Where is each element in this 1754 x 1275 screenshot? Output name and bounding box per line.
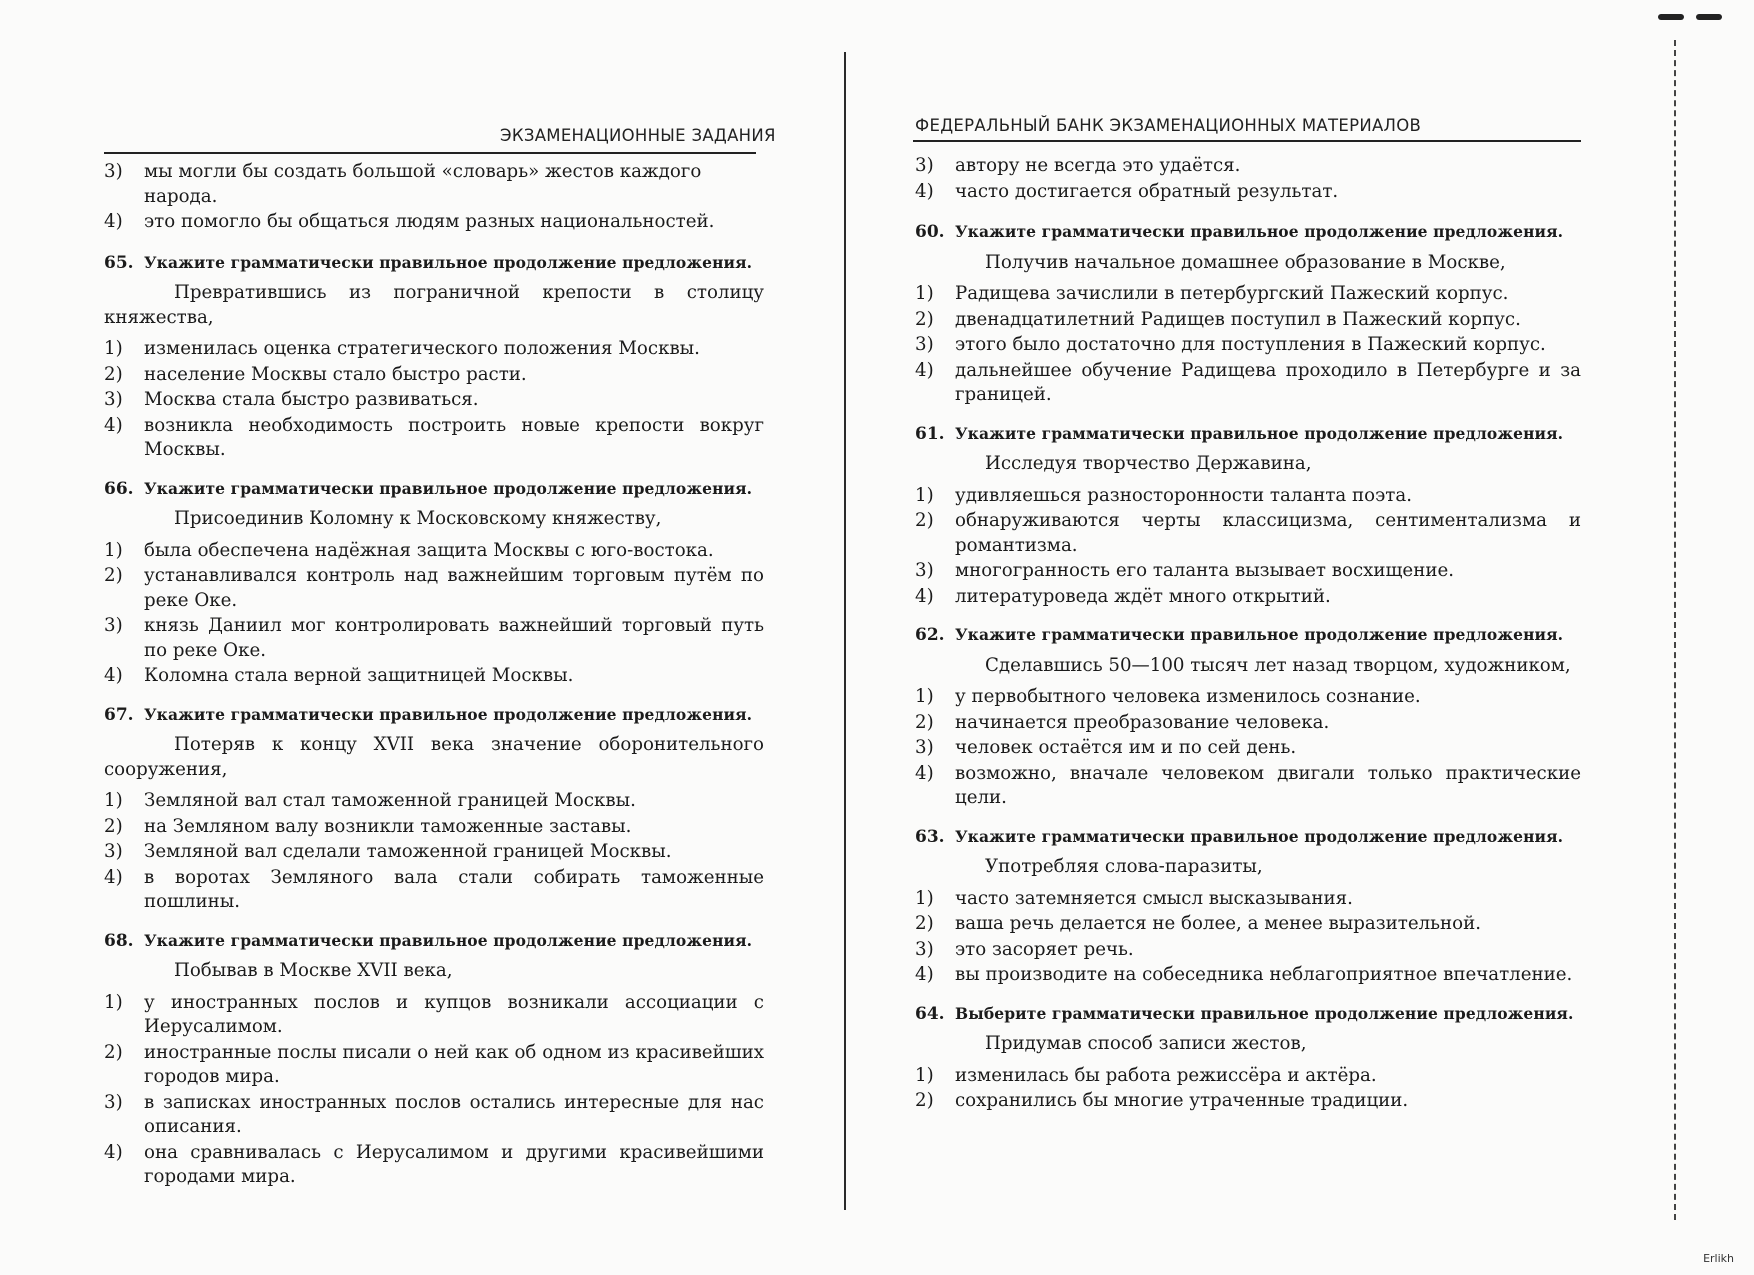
question-block bbox=[915, 623, 1581, 811]
answer-option bbox=[104, 388, 764, 413]
answer-option bbox=[915, 912, 1581, 937]
torn-page-edge bbox=[1660, 40, 1676, 1220]
option-text: этого было достаточно для поступления в Пажеский корпус. bbox=[955, 334, 1546, 355]
option-number: 3) bbox=[915, 334, 934, 355]
question-header bbox=[104, 477, 764, 502]
option-number: 4) bbox=[915, 964, 934, 985]
answer-option bbox=[915, 585, 1581, 610]
option-text: у первобытного человека изменилось сознание. bbox=[955, 686, 1421, 707]
option-number: 1) bbox=[915, 887, 934, 909]
option-text: была обеспечена надёжная защита Москвы с юго-востока. bbox=[144, 539, 714, 561]
answer-option bbox=[104, 210, 764, 235]
option-number: 2) bbox=[915, 510, 934, 531]
answer-option bbox=[104, 363, 764, 388]
answer-option bbox=[104, 991, 764, 1040]
watermark-credit: Erlikh bbox=[1703, 1252, 1734, 1265]
sentence-stem: Получив начальное домашнее образование в Москве, bbox=[985, 251, 1506, 273]
question-instruction: Укажите грамматически правильное продолжение предложения. bbox=[144, 478, 753, 498]
corner-mark bbox=[1696, 14, 1722, 20]
answer-option bbox=[104, 815, 764, 840]
question-instruction: Укажите грамматически правильное продолжение предложения. bbox=[144, 252, 753, 272]
option-number: 4) bbox=[915, 180, 934, 202]
answer-option bbox=[915, 762, 1581, 811]
option-text: Радищева зачислили в петербургский Пажеский корпус. bbox=[955, 283, 1509, 304]
answer-option bbox=[915, 963, 1581, 988]
option-text: вы производите на собеседника неблагоприятное впечатление. bbox=[955, 964, 1573, 985]
answer-option bbox=[915, 359, 1581, 408]
answer-option bbox=[915, 887, 1581, 912]
option-number: 4) bbox=[104, 414, 123, 436]
answer-option bbox=[915, 333, 1581, 358]
option-text: обнаруживаются черты классицизма, сентиментализма и романтизма. bbox=[955, 510, 1581, 556]
answer-option bbox=[104, 414, 764, 463]
option-number: 1) bbox=[104, 539, 123, 561]
answer-option bbox=[104, 160, 764, 209]
question-header bbox=[104, 703, 764, 728]
answer-option bbox=[915, 711, 1581, 736]
question-instruction: Укажите грамматически правильное продолжение предложения. bbox=[955, 625, 1564, 644]
answer-option bbox=[104, 1041, 764, 1090]
answer-option bbox=[104, 664, 764, 689]
answer-option bbox=[104, 564, 764, 613]
option-text: дальнейшее обучение Радищева проходило в Петербурге и за границей. bbox=[955, 359, 1581, 405]
option-text: автору не всегда это удаётся. bbox=[955, 155, 1241, 176]
option-text: население Москвы стало быстро расти. bbox=[144, 363, 527, 385]
question-number: 68. bbox=[104, 930, 134, 951]
option-text: человек остаётся им и по сей день. bbox=[955, 737, 1297, 758]
sentence-stem: Потеряв к концу XVII века значение оборонительного сооружения, bbox=[104, 734, 764, 780]
option-text: иностранные послы писали о ней как об одном из красивейших городов мира. bbox=[144, 1041, 764, 1087]
answer-option bbox=[104, 337, 764, 362]
option-number: 4) bbox=[915, 762, 934, 784]
option-text: Москва стала быстро развиваться. bbox=[144, 389, 479, 410]
option-number: 1) bbox=[104, 991, 123, 1013]
option-number: 4) bbox=[104, 211, 123, 232]
answer-option bbox=[915, 484, 1581, 509]
question-block bbox=[104, 477, 764, 689]
answer-option bbox=[915, 1089, 1581, 1114]
answer-option bbox=[104, 840, 764, 865]
answer-option bbox=[915, 1064, 1581, 1089]
answer-option bbox=[104, 789, 764, 814]
answer-option bbox=[104, 1091, 764, 1140]
option-text: возможно, вначале человеком двигали только практические цели. bbox=[955, 762, 1581, 808]
option-number: 4) bbox=[915, 359, 934, 381]
question-block bbox=[104, 251, 764, 463]
option-text: изменилась оценка стратегического положения Москвы. bbox=[144, 338, 700, 359]
option-number: 4) bbox=[104, 866, 123, 888]
option-text: устанавливался контроль над важнейшим торговым путём по реке Оке. bbox=[144, 565, 764, 611]
option-number: 2) bbox=[915, 1090, 934, 1111]
option-number: 3) bbox=[104, 1091, 123, 1113]
option-text: в воротах Земляного вала стали собирать таможенные пошлины. bbox=[144, 866, 764, 912]
question-instruction: Укажите грамматически правильное продолжение предложения. bbox=[955, 423, 1564, 443]
right-content bbox=[915, 154, 1581, 1128]
answer-option bbox=[915, 559, 1581, 584]
answer-option bbox=[915, 938, 1581, 963]
option-number: 4) bbox=[915, 585, 934, 607]
option-number: 4) bbox=[104, 665, 123, 686]
option-number: 3) bbox=[104, 841, 123, 862]
sentence-stem: Присоединив Коломну к Московскому княжеству, bbox=[174, 508, 662, 529]
question-instruction: Укажите грамматически правильное продолжение предложения. bbox=[955, 826, 1564, 846]
option-number: 2) bbox=[915, 913, 934, 934]
option-text: удивляешься разносторонности таланта поэта. bbox=[955, 484, 1412, 506]
question-block bbox=[915, 825, 1581, 988]
answer-option bbox=[915, 509, 1581, 558]
option-text: она сравнивалась с Иерусалимом и другими красивейшими городами мира. bbox=[144, 1141, 764, 1187]
option-number: 1) bbox=[915, 484, 934, 506]
option-text: начинается преобразование человека. bbox=[955, 711, 1330, 733]
option-number: 3) bbox=[104, 389, 123, 410]
option-text: ваша речь делается не более, а менее выразительной. bbox=[955, 913, 1482, 934]
option-text: двенадцатилетний Радищев поступил в Пажеский корпус. bbox=[955, 308, 1521, 330]
option-text: Земляной вал сделали таможенной границей Москвы. bbox=[144, 841, 672, 862]
left-page bbox=[0, 0, 845, 1275]
option-number: 3) bbox=[915, 155, 934, 176]
sentence-stem: Побывав в Москве XVII века, bbox=[174, 960, 453, 981]
option-number: 2) bbox=[104, 1041, 123, 1063]
option-text: на Земляном валу возникли таможенные заставы. bbox=[144, 815, 632, 837]
question-number: 61. bbox=[915, 423, 945, 444]
option-text: это засоряет речь. bbox=[955, 938, 1134, 960]
header-rule bbox=[104, 152, 756, 154]
question-instruction: Укажите грамматически правильное продолжение предложения. bbox=[955, 222, 1564, 241]
question-instruction: Укажите грамматически правильное продолжение предложения. bbox=[144, 704, 753, 724]
answer-option bbox=[915, 154, 1581, 179]
option-number: 2) bbox=[104, 565, 123, 586]
option-number: 1) bbox=[104, 790, 123, 811]
answer-option bbox=[104, 866, 764, 915]
option-text: многогранность его таланта вызывает восхищение. bbox=[955, 560, 1454, 581]
sentence-stem: Превратившись из пограничной крепости в столицу княжества, bbox=[104, 282, 764, 328]
sentence-stem: Исследуя творчество Державина, bbox=[985, 453, 1312, 474]
answer-option bbox=[915, 308, 1581, 333]
running-header: ЭКЗАМЕНАЦИОННЫЕ ЗАДАНИЯ bbox=[500, 126, 776, 145]
question-block bbox=[915, 422, 1581, 610]
question-instruction: Укажите грамматически правильное продолжение предложения. bbox=[144, 930, 753, 950]
option-number: 2) bbox=[915, 308, 934, 330]
answer-option bbox=[915, 736, 1581, 761]
option-text: часто достигается обратный результат. bbox=[955, 180, 1339, 202]
answer-option bbox=[104, 539, 764, 564]
option-number: 4) bbox=[104, 1141, 123, 1163]
option-number: 1) bbox=[915, 686, 934, 707]
question-header bbox=[104, 251, 764, 276]
option-number: 1) bbox=[915, 283, 934, 304]
sentence-stem: Придумав способ записи жестов, bbox=[985, 1033, 1307, 1054]
option-number: 2) bbox=[104, 363, 123, 385]
question-header bbox=[915, 1002, 1581, 1027]
option-text: князь Даниил мог контролировать важнейший торговый путь по реке Оке. bbox=[144, 615, 764, 661]
option-number: 3) bbox=[104, 615, 123, 636]
answer-option bbox=[915, 685, 1581, 710]
left-content bbox=[104, 160, 764, 1204]
option-text: это помогло бы общаться людям разных национальностей. bbox=[144, 211, 715, 232]
sentence-stem: Употребляя слова-паразиты, bbox=[985, 856, 1263, 877]
continued-options bbox=[104, 160, 764, 235]
option-text: сохранились бы многие утраченные традиции. bbox=[955, 1090, 1409, 1111]
option-number: 3) bbox=[915, 938, 934, 960]
option-number: 2) bbox=[915, 711, 934, 733]
question-block bbox=[104, 703, 764, 915]
question-header bbox=[915, 623, 1581, 648]
question-number: 60. bbox=[915, 222, 945, 242]
question-block bbox=[915, 220, 1581, 408]
header-rule bbox=[913, 140, 1581, 142]
question-block bbox=[915, 1002, 1581, 1114]
question-header bbox=[915, 825, 1581, 850]
option-number: 3) bbox=[104, 161, 123, 182]
question-number: 64. bbox=[915, 1003, 945, 1024]
question-header bbox=[915, 220, 1581, 245]
question-header bbox=[915, 422, 1581, 447]
option-number: 1) bbox=[915, 1064, 934, 1086]
option-number: 3) bbox=[915, 560, 934, 581]
option-text: Коломна стала верной защитницей Москвы. bbox=[144, 665, 574, 686]
option-text: изменилась бы работа режиссёра и актёра. bbox=[955, 1064, 1377, 1086]
sentence-stem: Сделавшись 50—100 тысяч лет назад творцом, художником, bbox=[985, 654, 1571, 676]
option-number: 1) bbox=[104, 338, 123, 359]
option-text: у иностранных послов и купцов возникали ассоциации с Иерусалимом. bbox=[144, 991, 764, 1037]
answer-option bbox=[104, 1141, 764, 1190]
option-text: мы могли бы создать большой «словарь» жестов каждого народа. bbox=[144, 161, 702, 207]
question-number: 62. bbox=[915, 625, 945, 645]
option-text: возникла необходимость построить новые крепости вокруг Москвы. bbox=[144, 414, 764, 460]
running-header: ФЕДЕРАЛЬНЫЙ БАНК ЭКЗАМЕНАЦИОННЫХ МАТЕРИАЛОВ bbox=[915, 116, 1422, 135]
question-instruction: Выберите грамматически правильное продолжение предложения. bbox=[955, 1003, 1574, 1023]
option-number: 2) bbox=[104, 815, 123, 837]
question-number: 66. bbox=[104, 478, 134, 499]
option-text: часто затемняется смысл высказывания. bbox=[955, 887, 1353, 909]
question-number: 65. bbox=[104, 252, 134, 273]
continued-options bbox=[915, 154, 1581, 204]
corner-mark bbox=[1658, 14, 1684, 20]
answer-option bbox=[915, 180, 1581, 205]
answer-option bbox=[915, 282, 1581, 307]
option-text: в записках иностранных послов остались интересные для нас описания. bbox=[144, 1091, 764, 1137]
question-header bbox=[104, 929, 764, 954]
answer-option bbox=[104, 614, 764, 663]
right-page bbox=[845, 0, 1754, 1275]
question-number: 67. bbox=[104, 704, 134, 725]
question-block bbox=[104, 929, 764, 1190]
question-number: 63. bbox=[915, 826, 945, 847]
option-text: Земляной вал стал таможенной границей Москвы. bbox=[144, 790, 636, 811]
option-number: 3) bbox=[915, 737, 934, 758]
option-text: литературоведа ждёт много открытий. bbox=[955, 585, 1331, 607]
